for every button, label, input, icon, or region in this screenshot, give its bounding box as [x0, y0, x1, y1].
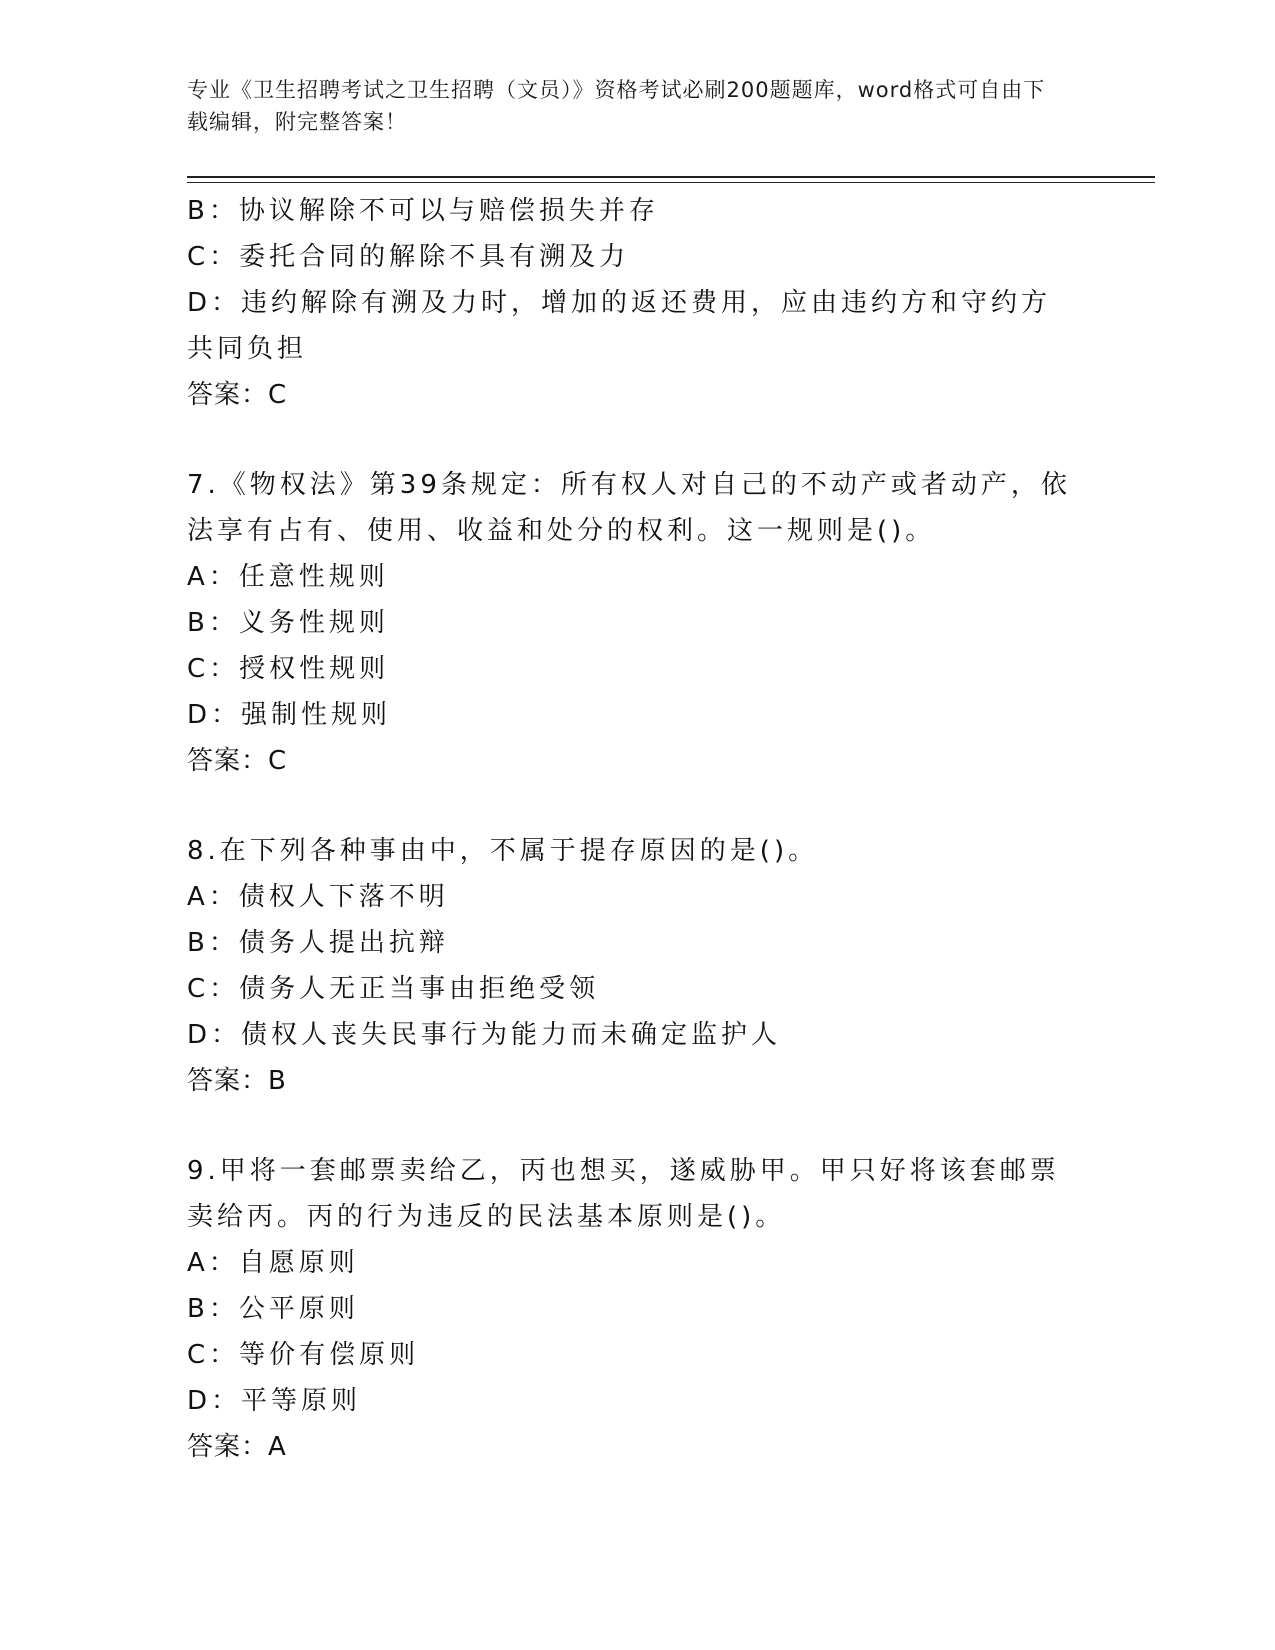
document-header: 专业《卫生招聘考试之卫生招聘（文员）》资格考试必刷200题题库，word格式可自由下载编辑，附完整答案！	[187, 78, 1046, 134]
option-b: B：公平原则	[187, 1294, 359, 1324]
option-d: D：平等原则	[187, 1386, 362, 1416]
option-a: A：债权人下落不明	[187, 882, 449, 912]
option-d: D：强制性规则	[187, 700, 392, 730]
option-c: C：授权性规则	[187, 654, 390, 684]
header-rule-thin	[187, 182, 1155, 183]
prev-question	[187, 188, 1087, 418]
question-8	[187, 828, 1087, 1104]
option-d: D：债权人丧失民事行为能力而未确定监护人	[187, 1020, 782, 1050]
question-9	[187, 1148, 1087, 1470]
option-b: B：债务人提出抗辩	[187, 928, 449, 958]
option-d: D：违约解除有溯及力时，增加的返还费用，应由违约方和守约方共同负担	[187, 288, 1052, 364]
answer-line: 答案：A	[187, 1432, 287, 1462]
option-a: A：自愿原则	[187, 1248, 359, 1278]
header-rule-thick	[187, 176, 1155, 178]
option-c: C：债务人无正当事由拒绝受领	[187, 974, 600, 1004]
spacer	[187, 784, 1087, 828]
spacer	[187, 1104, 1087, 1148]
option-c: C：等价有偿原则	[187, 1340, 420, 1370]
answer-line: 答案：B	[187, 1066, 287, 1096]
option-b: B：协议解除不可以与赔偿损失并存	[187, 196, 659, 226]
option-c: C：委托合同的解除不具有溯及力	[187, 242, 630, 272]
document-body	[187, 188, 1087, 1470]
option-a: A：任意性规则	[187, 562, 389, 592]
answer-line: 答案：C	[187, 380, 288, 410]
question-stem: 7.《物权法》第39条规定：所有权人对自己的不动产或者动产，依法享有占有、使用、收益和处分的权利。这一规则是()。	[187, 470, 1071, 546]
question-stem: 9.甲将一套邮票卖给乙，丙也想买，遂威胁甲。甲只好将该套邮票卖给丙。丙的行为违反的民法基本原则是()。	[187, 1156, 1060, 1232]
option-b: B：义务性规则	[187, 608, 389, 638]
question-stem: 8.在下列各种事由中，不属于提存原因的是()。	[187, 836, 819, 866]
question-7	[187, 462, 1087, 784]
spacer	[187, 418, 1087, 462]
answer-line: 答案：C	[187, 746, 288, 776]
